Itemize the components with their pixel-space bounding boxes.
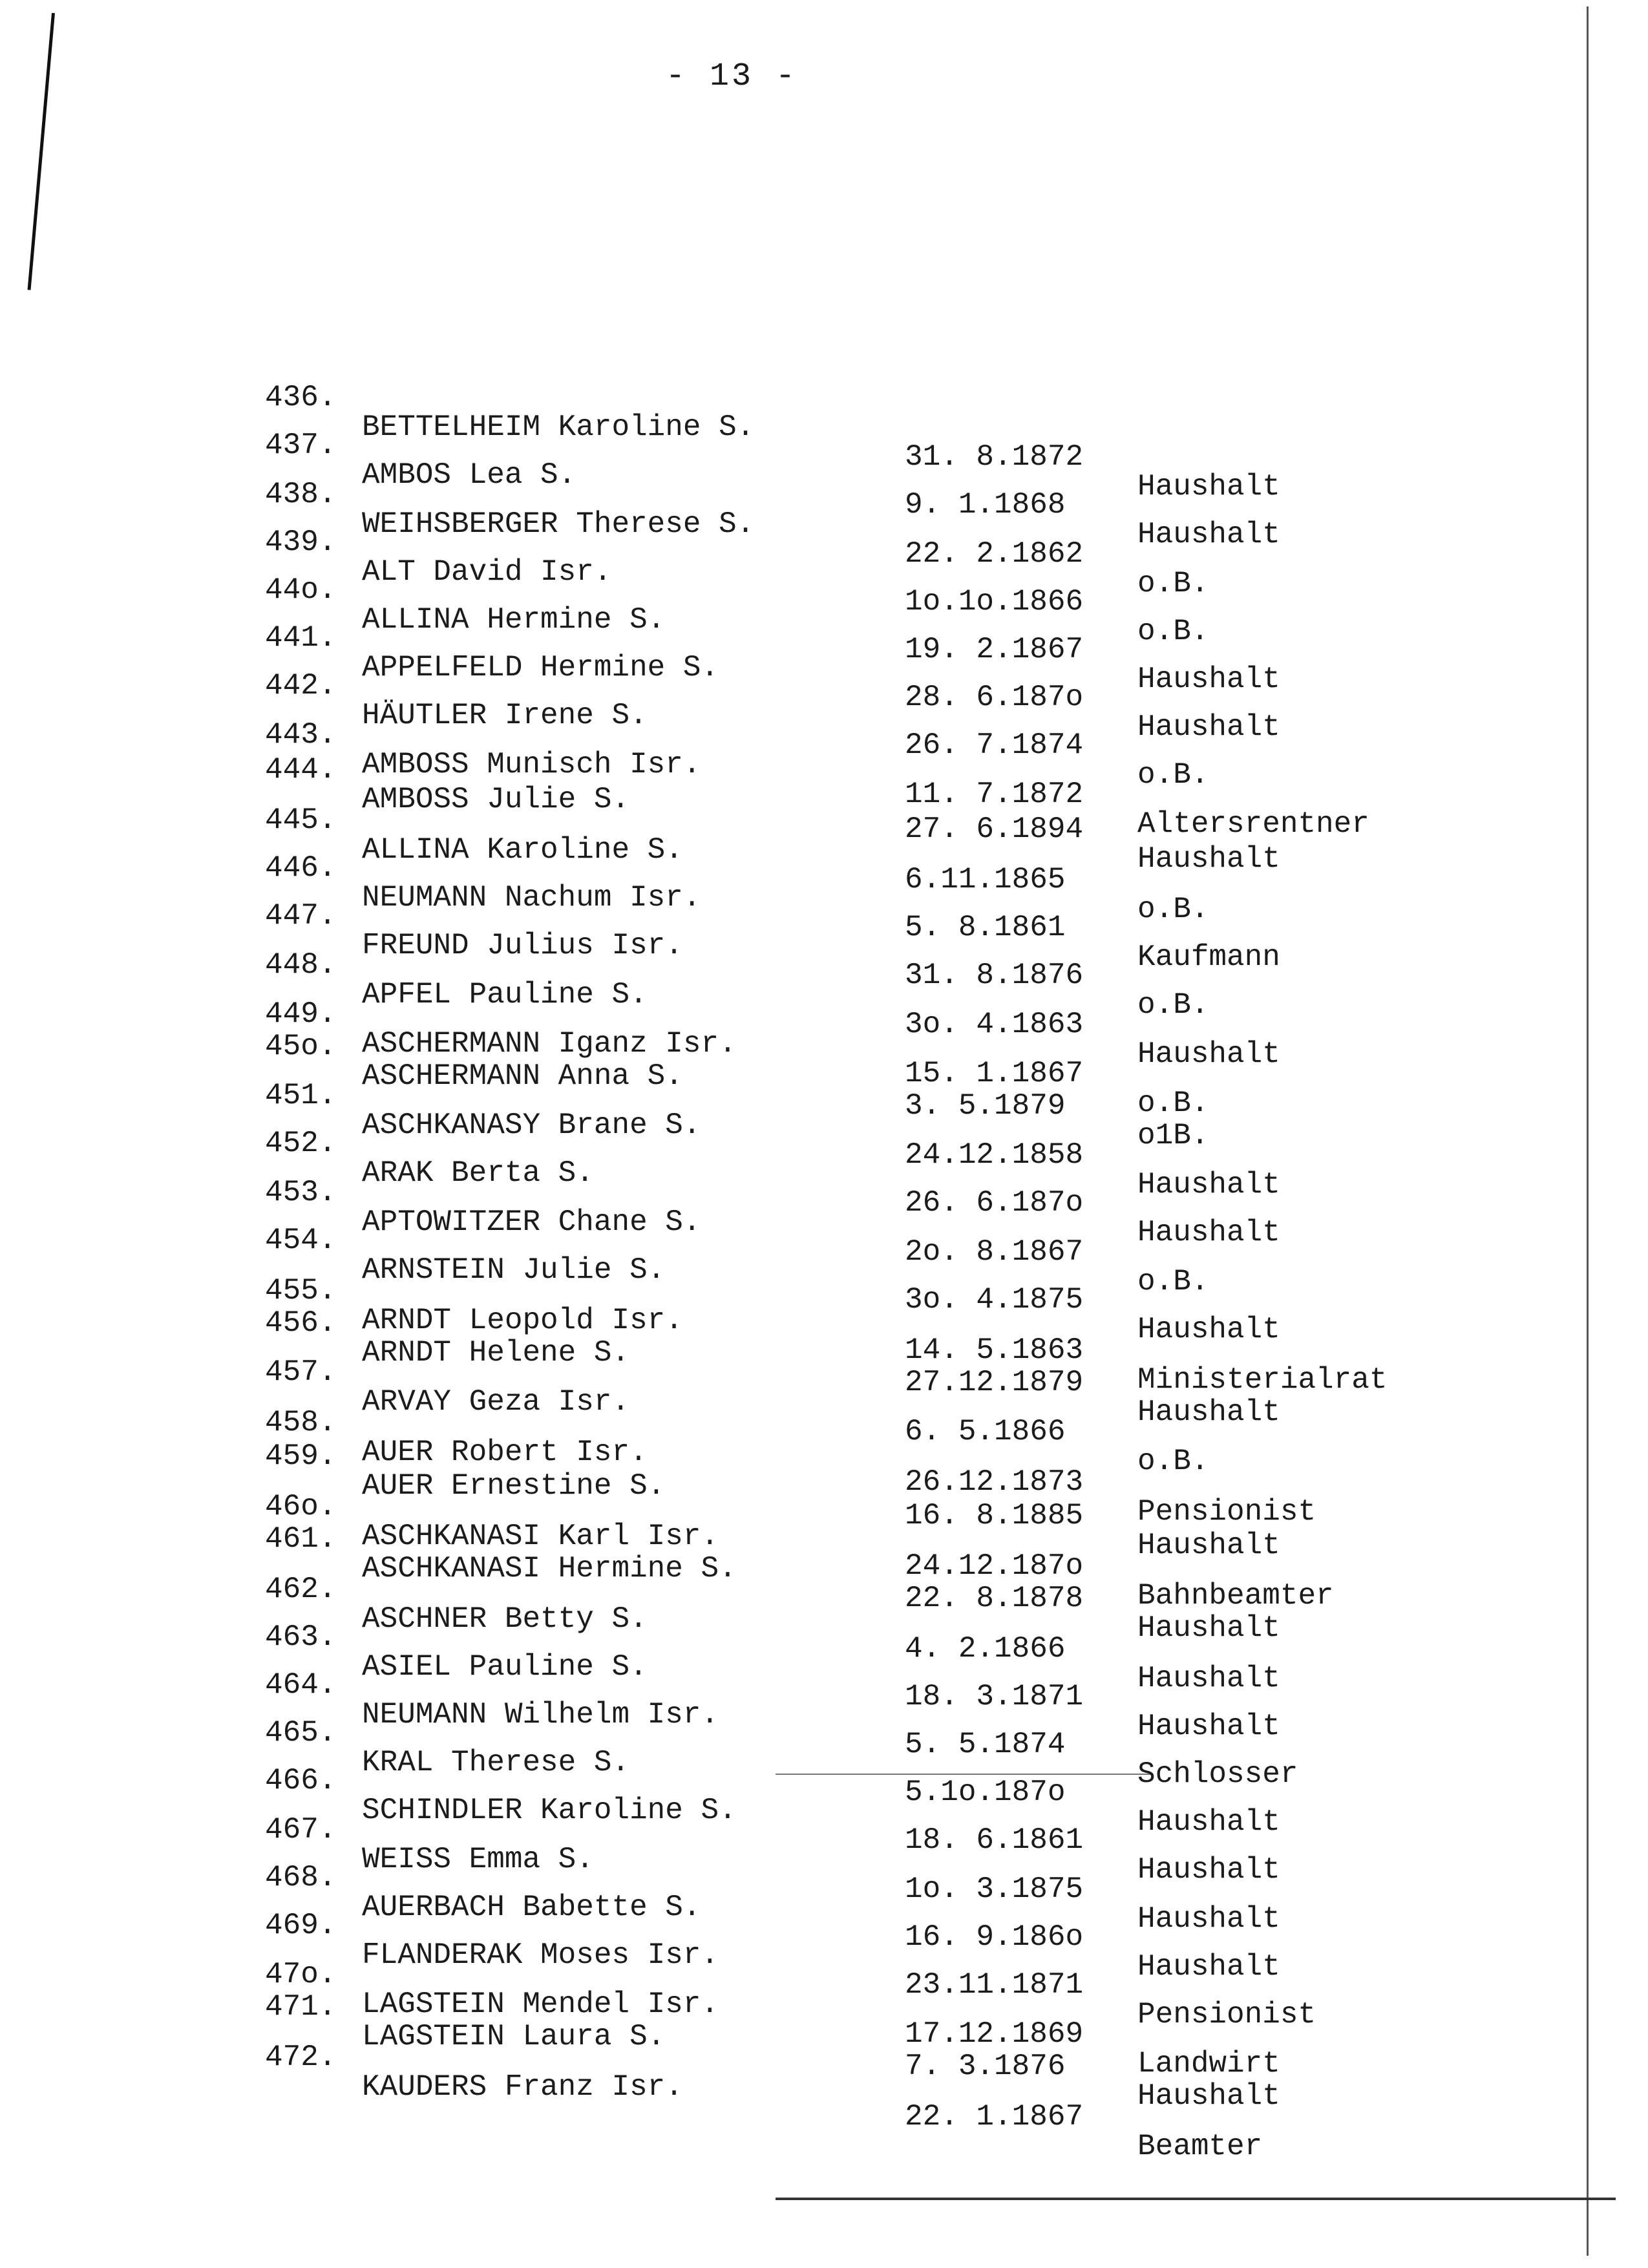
entry-birthdate: 23.11.1871 (905, 1968, 1084, 2002)
entry-birthdate: 18. 3.1871 (905, 1680, 1084, 1713)
entry-birthdate: 5. 5.1874 (905, 1728, 1066, 1761)
entry-number: 438. (265, 478, 337, 511)
entry-birthdate: 26.12.1873 (905, 1465, 1084, 1499)
entry-number: 462. (265, 1573, 337, 1606)
entry-birthdate: 3o. 4.1875 (905, 1283, 1084, 1317)
entry-number: 47o. (265, 1958, 337, 1991)
entry-number: 471. (265, 1990, 337, 2024)
entry-birthdate: 22. 8.1878 (905, 1582, 1084, 1615)
entry-occupation: Haushalt (1137, 842, 1280, 876)
entry-occupation: o.B. (1137, 758, 1209, 792)
entry-number: 442. (265, 669, 337, 703)
entry-number: 441. (265, 621, 337, 655)
entry-birthdate: 27. 6.1894 (905, 812, 1084, 846)
entry-birthdate: 24.12.1858 (905, 1138, 1084, 1172)
entry-name: ARNDT Leopold Isr. (362, 1304, 683, 1337)
entry-birthdate: 22. 2.1862 (905, 537, 1084, 571)
entry-number: 467. (265, 1813, 337, 1847)
entry-birthdate: 2o. 8.1867 (905, 1235, 1084, 1269)
entry-birthdate: 24.12.187o (905, 1549, 1084, 1583)
entry-name: KRAL Therese S. (362, 1746, 630, 1779)
entry-birthdate: 28. 6.187o (905, 681, 1084, 714)
entry-occupation: Schlosser (1137, 1757, 1298, 1791)
entry-number: 453. (265, 1176, 337, 1209)
entry-name: AMBOS Lea S. (362, 458, 576, 492)
entry-occupation: Haushalt (1137, 1853, 1280, 1887)
entry-birthdate: 15. 1.1867 (905, 1057, 1084, 1090)
entry-occupation: Kaufmann (1137, 940, 1280, 974)
entry-occupation: o.B. (1137, 615, 1209, 648)
entry-number: 472. (265, 2040, 337, 2074)
entry-number: 436. (265, 381, 337, 414)
entry-name: FREUND Julius Isr. (362, 929, 683, 962)
entry-occupation: Haushalt (1137, 470, 1280, 503)
entry-number: 459. (265, 1439, 337, 1473)
entry-name: AUERBACH Babette S. (362, 1891, 701, 1924)
entry-occupation: Haushalt (1137, 710, 1280, 744)
entry-number: 463. (265, 1620, 337, 1654)
entry-birthdate: 16. 9.186o (905, 1920, 1084, 1954)
page-number: - 13 - (666, 58, 798, 95)
entry-birthdate: 26. 6.187o (905, 1186, 1084, 1220)
entry-number: 45o. (265, 1030, 337, 1063)
entry-name: ASIEL Pauline S. (362, 1650, 648, 1684)
entry-birthdate: 11. 7.1872 (905, 778, 1084, 811)
entry-name: ALLINA Karoline S. (362, 833, 683, 867)
entry-occupation: o.B. (1137, 567, 1209, 600)
entry-name: SCHINDLER Karoline S. (362, 1794, 737, 1827)
entry-birthdate: 16. 8.1885 (905, 1499, 1084, 1532)
entry-birthdate: 14. 5.1863 (905, 1333, 1084, 1367)
entry-occupation: Altersrentner (1137, 807, 1369, 841)
entry-name: WEIHSBERGER Therese S. (362, 507, 755, 541)
entry-name: AMBOSS Julie S. (362, 783, 630, 816)
entry-occupation: o.B. (1137, 1086, 1209, 1120)
entry-name: BETTELHEIM Karoline S. (362, 410, 755, 444)
entry-occupation: Haushalt (1137, 518, 1280, 551)
entry-name: ASCHKANASY Brane S. (362, 1108, 701, 1142)
entry-name: ASCHERMANN Iganz Isr. (362, 1027, 737, 1061)
entry-occupation: Haushalt (1137, 1395, 1280, 1429)
entry-occupation: Bahnbeamter (1137, 1579, 1334, 1613)
entry-occupation: o.B. (1137, 1265, 1209, 1298)
entry-name: ASCHNER Betty S. (362, 1602, 648, 1636)
entry-birthdate: 27.12.1879 (905, 1366, 1084, 1399)
entry-occupation: o.B. (1137, 1445, 1209, 1478)
entry-occupation: Haushalt (1137, 1902, 1280, 1936)
entry-name: NEUMANN Wilhelm Isr. (362, 1698, 719, 1732)
entry-birthdate: 18. 6.1861 (905, 1823, 1084, 1857)
entry-number: 469. (265, 1909, 337, 1942)
entry-number: 443. (265, 718, 337, 752)
entry-number: 456. (265, 1306, 337, 1340)
entry-name: AMBOSS Munisch Isr. (362, 748, 701, 781)
entry-occupation: Landwirt (1137, 2047, 1280, 2081)
entry-name: KAUDERS Franz Isr. (362, 2070, 683, 2104)
entry-number: 444. (265, 753, 337, 787)
entry-number: 454. (265, 1224, 337, 1257)
entry-occupation: Beamter (1137, 2130, 1263, 2163)
entry-name: ARAK Berta S. (362, 1156, 594, 1190)
entry-number: 464. (265, 1668, 337, 1702)
entry-name: ASCHKANASI Karl Isr. (362, 1520, 719, 1553)
entry-name: FLANDERAK Moses Isr. (362, 1938, 719, 1972)
entry-name: AUER Ernestine S. (362, 1469, 666, 1503)
entry-occupation: Haushalt (1137, 1529, 1280, 1562)
entry-occupation: o1B. (1137, 1119, 1209, 1152)
entry-number: 449. (265, 997, 337, 1031)
entry-name: LAGSTEIN Mendel Isr. (362, 1987, 719, 2021)
entry-occupation: Haushalt (1137, 1037, 1280, 1071)
entry-number: 448. (265, 948, 337, 982)
entry-birthdate: 6. 5.1866 (905, 1415, 1066, 1448)
entry-name: APFEL Pauline S. (362, 978, 648, 1012)
entry-occupation: Haushalt (1137, 1710, 1280, 1743)
entry-occupation: o.B. (1137, 988, 1209, 1022)
entry-occupation: Haushalt (1137, 1216, 1280, 1249)
entry-number: 466. (265, 1764, 337, 1797)
entry-number: 46o. (265, 1490, 337, 1523)
entry-number: 455. (265, 1274, 337, 1308)
entry-occupation: Ministerialrat (1137, 1363, 1388, 1397)
entry-birthdate: 4. 2.1866 (905, 1632, 1066, 1666)
entry-birthdate: 3. 5.1879 (905, 1089, 1066, 1123)
entry-occupation: Haushalt (1137, 662, 1280, 696)
entry-name: ASCHERMANN Anna S. (362, 1059, 683, 1093)
entry-occupation: Haushalt (1137, 1662, 1280, 1695)
entry-number: 452. (265, 1127, 337, 1160)
entry-name: APTOWITZER Chane S. (362, 1205, 701, 1239)
entry-occupation: Pensionist (1137, 1998, 1316, 2031)
entry-number: 461. (265, 1522, 337, 1556)
entry-birthdate: 17.12.1869 (905, 2017, 1084, 2051)
entry-name: NEUMANN Nachum Isr. (362, 881, 701, 915)
entry-number: 447. (265, 899, 337, 933)
entry-number: 458. (265, 1406, 337, 1439)
entry-occupation: o.B. (1137, 893, 1209, 926)
entry-name: HÄUTLER Irene S. (362, 699, 648, 732)
entry-birthdate: 9. 1.1868 (905, 488, 1066, 522)
entry-number: 439. (265, 525, 337, 559)
entry-occupation: Haushalt (1137, 1805, 1280, 1839)
entry-occupation: Haushalt (1137, 1950, 1280, 1984)
entry-birthdate: 26. 7.1874 (905, 728, 1084, 762)
entry-name: ALLINA Hermine S. (362, 603, 666, 637)
entry-birthdate: 1o.1o.1866 (905, 585, 1084, 619)
entry-occupation: Haushalt (1137, 2079, 1280, 2113)
entry-occupation: Pensionist (1137, 1495, 1316, 1529)
entry-name: ARNDT Helene S. (362, 1336, 630, 1370)
entry-birthdate: 31. 8.1876 (905, 959, 1084, 992)
entry-number: 468. (265, 1861, 337, 1894)
entry-birthdate: 3o. 4.1863 (905, 1008, 1084, 1041)
entry-name: WEISS Emma S. (362, 1843, 594, 1876)
entry-name: ALT David Isr. (362, 555, 612, 589)
entry-birthdate: 6.11.1865 (905, 863, 1066, 896)
entry-birthdate: 1o. 3.1875 (905, 1872, 1084, 1906)
entry-number: 465. (265, 1716, 337, 1750)
entry-birthdate: 5.1o.187o (905, 1775, 1066, 1809)
entry-number: 457. (265, 1355, 337, 1389)
entry-occupation: Haushalt (1137, 1313, 1280, 1346)
entry-birthdate: 19. 2.1867 (905, 633, 1084, 666)
entry-birthdate: 31. 8.1872 (905, 440, 1084, 474)
entry-name: APPELFELD Hermine S. (362, 651, 719, 684)
entry-number: 445. (265, 803, 337, 837)
entry-birthdate: 5. 8.1861 (905, 911, 1066, 944)
entry-number: 446. (265, 851, 337, 885)
entry-name: LAGSTEIN Laura S. (362, 2020, 666, 2053)
entry-name: ARVAY Geza Isr. (362, 1385, 630, 1419)
entry-birthdate: 7. 3.1876 (905, 2050, 1066, 2083)
entry-occupation: Haushalt (1137, 1611, 1280, 1645)
entry-occupation: Haushalt (1137, 1168, 1280, 1202)
entry-name: ARNSTEIN Julie S. (362, 1253, 666, 1287)
entry-number: 451. (265, 1079, 337, 1112)
entry-birthdate: 22. 1.1867 (905, 2100, 1084, 2134)
entry-number: 437. (265, 429, 337, 462)
entry-number: 44o. (265, 573, 337, 607)
entry-name: AUER Robert Isr. (362, 1436, 648, 1469)
entry-name: ASCHKANASI Hermine S. (362, 1552, 737, 1585)
